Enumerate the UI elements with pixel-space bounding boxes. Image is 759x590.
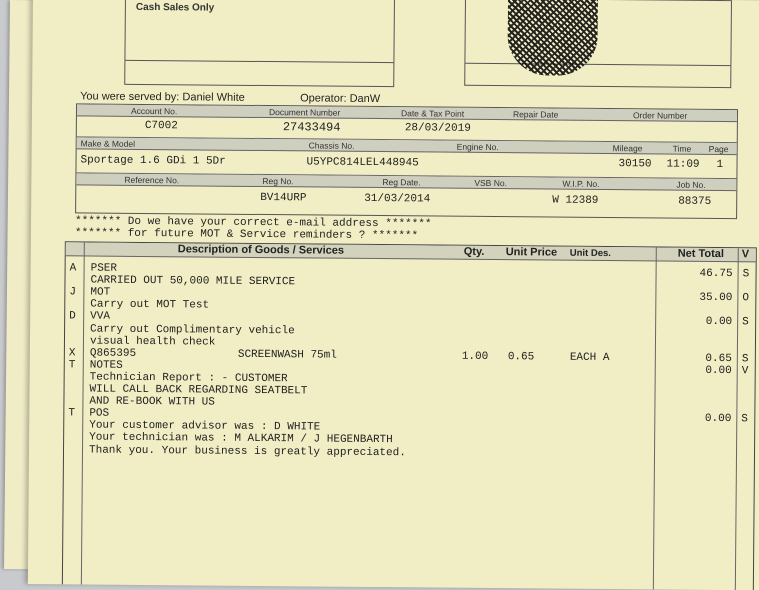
line-item-code: X <box>69 347 76 359</box>
document-number: 27433494 <box>283 120 341 135</box>
page-label: Page <box>709 144 729 154</box>
reg-date: 31/03/2014 <box>364 193 430 206</box>
line-item-text: CARRIED OUT 50,000 MILE SERVICE <box>90 275 295 289</box>
line-item-net-total: 0.65 <box>682 352 732 364</box>
reg-no: BV14URP <box>260 192 306 204</box>
line-item-net-total: 46.75 <box>683 268 733 280</box>
email-notice-line1: ******* Do we have your correct e-mail address ******* <box>75 215 432 230</box>
job-no-label: Job No. <box>676 180 705 190</box>
cash-sales-label: Cash Sales Only <box>136 2 214 14</box>
mileage: 30150 <box>618 158 651 170</box>
reference-no-label: Reference No. <box>124 175 179 185</box>
line-item-qty: 1.00 <box>462 350 489 362</box>
line-item-vat-code: S <box>742 317 749 329</box>
line-item-text: Carry out MOT Test <box>90 299 209 312</box>
account-no-label: Account No. <box>131 106 177 116</box>
chassis-no-label: Chassis No. <box>309 140 355 150</box>
line-item-net-total: 35.00 <box>682 292 732 304</box>
operator: Operator: DanW <box>300 92 380 105</box>
line-item-code: T <box>69 359 76 371</box>
make-model-label: Make & Model <box>81 138 135 148</box>
description-header: Description of Goods / Services <box>178 243 344 256</box>
wip-no-label: W.I.P. No. <box>562 179 599 189</box>
line-item-unit-des: EACH A <box>570 351 610 363</box>
line-item-net-total: 0.00 <box>682 364 732 376</box>
line-item-text: Carry out Complimentary vehicle <box>90 323 295 337</box>
unit-des-header: Unit Des. <box>570 248 611 259</box>
job-no: 88375 <box>678 196 711 208</box>
reg-date-label: Reg Date. <box>382 177 420 187</box>
invoice-sheet <box>28 0 759 590</box>
email-notice-line2: ******* for future MOT & Service reminders ? ******* <box>75 227 418 242</box>
signature-box <box>464 0 732 88</box>
document-number-label: Document Number <box>269 107 340 118</box>
line-item-text: Technician Report : - CUSTOMER <box>90 371 288 385</box>
cash-sales-box <box>124 0 395 87</box>
line-item-text: visual health check <box>90 335 216 348</box>
line-item-text: PSER <box>91 263 118 275</box>
line-item-text: WILL CALL BACK REGARDING SEATBELT <box>89 384 307 398</box>
wip-no: W 12389 <box>552 195 598 207</box>
line-item-text: VVA <box>90 311 110 323</box>
make-model: Sportage 1.6 GDi 1 5Dr <box>80 154 225 167</box>
vsb-no-label: VSB No. <box>474 178 507 188</box>
line-item-vat-code: O <box>742 292 749 304</box>
line-item-code: D <box>69 311 76 323</box>
time: 11:09 <box>666 159 699 171</box>
qty-header: Qty. <box>464 246 485 258</box>
line-item-text: AND RE-BOOK WITH US <box>89 396 215 409</box>
unit-price-header: Unit Price <box>506 246 557 258</box>
line-item-net-total: 0.00 <box>682 316 732 328</box>
line-item-code: J <box>69 287 76 299</box>
line-item-net-total: 0.00 <box>681 413 731 425</box>
line-item-text: Your technician was : M ALKARIM / J HEGENBARTH <box>89 432 393 447</box>
line-item-vat-code: V <box>742 365 749 377</box>
time-label: Time <box>673 144 692 154</box>
engine-no-label: Engine No. <box>457 142 499 152</box>
line-item-text: NOTES <box>90 359 123 371</box>
line-item-vat-code: S <box>741 413 748 425</box>
vat-header: V <box>742 248 749 260</box>
line-item-description: SCREENWASH 75ml <box>238 348 337 361</box>
page-number: 1 <box>716 159 723 171</box>
account-no: C7002 <box>145 120 178 132</box>
served-by: You were served by: Daniel White <box>80 90 245 103</box>
order-number-label: Order Number <box>633 110 687 120</box>
goods-table <box>62 241 757 590</box>
line-item-vat-code: S <box>743 268 750 280</box>
line-item-text: Your customer advisor was : D WHITE <box>89 420 320 434</box>
mileage-label: Mileage <box>613 143 643 153</box>
repair-date-label: Repair Date <box>513 109 558 119</box>
line-item-text: Q865395 <box>90 347 136 359</box>
line-item-code: T <box>68 408 75 420</box>
line-item-text: POS <box>89 408 109 420</box>
line-item-text: Thank you. Your business is greatly appreciated. <box>89 444 406 459</box>
line-item-vat-code: S <box>742 353 749 365</box>
reg-no-label: Reg No. <box>262 176 293 186</box>
net-total-header: Net Total <box>678 248 724 260</box>
redacted-signature <box>507 0 598 76</box>
line-item-text: MOT <box>90 287 110 299</box>
line-item-code: A <box>70 262 77 274</box>
date-tax-point: 28/03/2019 <box>405 122 471 135</box>
chassis-no: U5YPC814LEL448945 <box>306 156 418 169</box>
line-item-unit-price: 0.65 <box>508 351 535 363</box>
vehicle-info-block <box>75 103 738 219</box>
date-tax-point-label: Date & Tax Point <box>401 108 464 119</box>
